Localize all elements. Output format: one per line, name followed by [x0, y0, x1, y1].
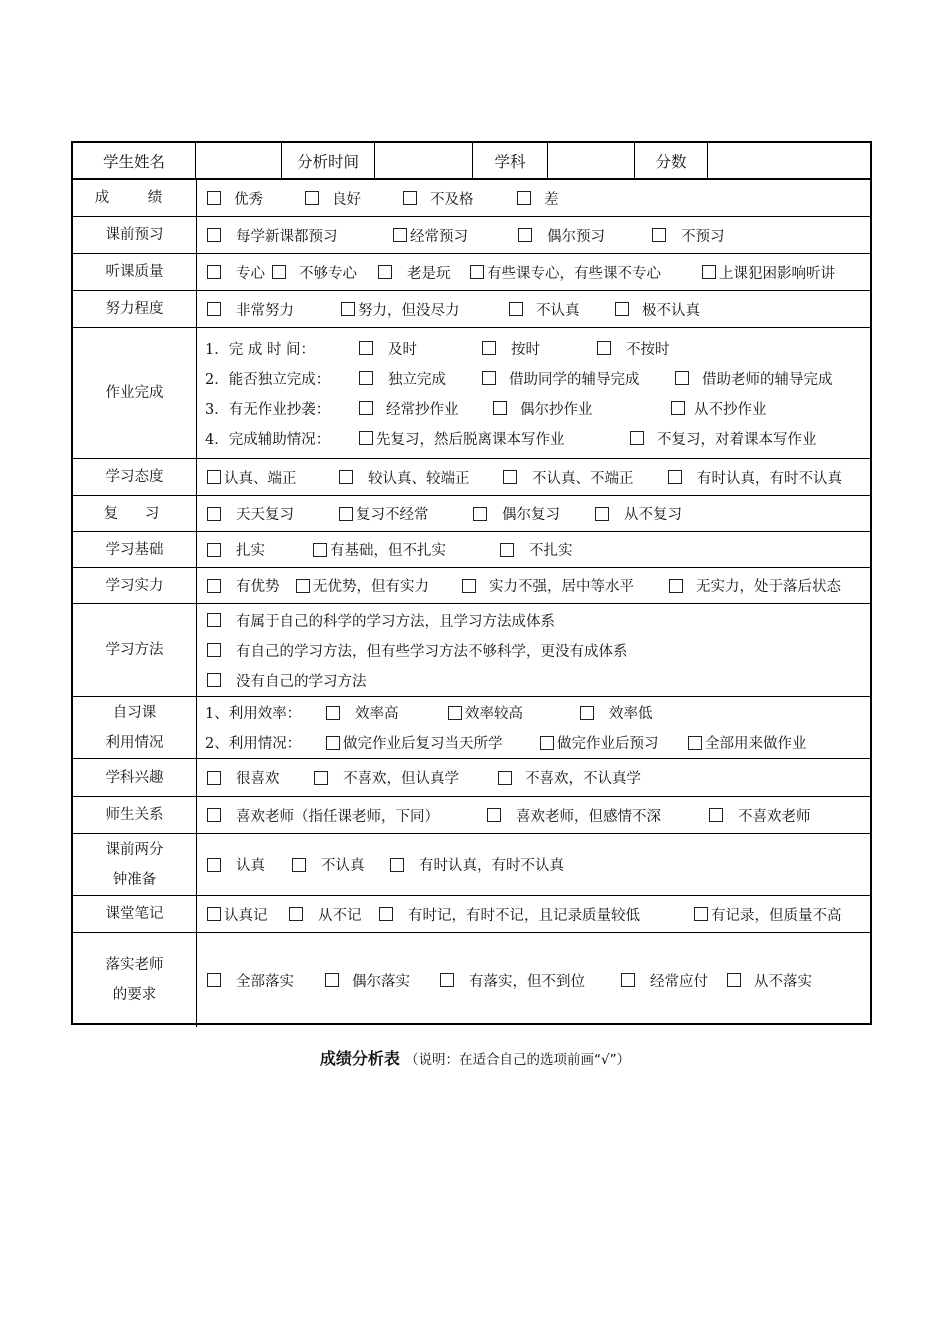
option-sometimes-serious[interactable]: 有时认真，有时不认真 [668, 462, 842, 492]
option-all-homework[interactable]: 全部用来做作业 [688, 728, 807, 758]
checkbox-icon[interactable] [595, 507, 609, 521]
checkbox-icon[interactable] [305, 191, 319, 205]
option-always-preview[interactable]: 每学新课都预习 [207, 220, 338, 250]
checkbox-icon[interactable] [207, 470, 221, 484]
option-not-focused[interactable]: 不够专心 [272, 257, 357, 287]
checkbox-icon[interactable] [341, 302, 355, 316]
student-name-field[interactable] [196, 143, 282, 178]
checkbox-icon[interactable] [597, 341, 611, 355]
row-label-line1: 自习课 [112, 704, 157, 721]
analysis-time-field[interactable] [375, 143, 473, 178]
checkbox-icon[interactable] [314, 771, 328, 785]
checkbox-icon[interactable] [378, 265, 392, 279]
checkbox-icon[interactable] [509, 302, 523, 316]
checkbox-icon[interactable] [292, 858, 306, 872]
option-always-playing[interactable]: 老是玩 [378, 257, 451, 287]
checkbox-icon[interactable] [339, 470, 353, 484]
checkbox-icon[interactable] [313, 543, 327, 557]
row-ability [73, 567, 870, 603]
row-review [73, 495, 870, 531]
option-partial-method[interactable]: 有自己的学习方法，但有些学习方法不够科学，更没有成体系 [207, 635, 628, 665]
checkbox-icon[interactable] [493, 401, 507, 415]
checkbox-icon[interactable] [727, 973, 741, 987]
option-on-time[interactable]: 及时 [359, 333, 417, 363]
row-label: 学习实力 [73, 568, 197, 603]
option-no-preview[interactable]: 不预习 [652, 220, 725, 250]
checkbox-icon[interactable] [207, 543, 221, 557]
subject-label: 学科 [473, 143, 548, 178]
row-label: 学科兴趣 [73, 759, 197, 796]
checkbox-icon[interactable] [325, 973, 339, 987]
checkbox-icon[interactable] [289, 907, 303, 921]
option-never-implemented[interactable]: 从不落实 [727, 965, 812, 995]
homework-line-time [197, 333, 870, 363]
row-teacher-requirements [73, 932, 870, 1027]
checkbox-icon[interactable] [272, 265, 286, 279]
checkbox-icon[interactable] [207, 507, 221, 521]
analysis-time-label: 分析时间 [282, 143, 375, 178]
option-excellent[interactable]: 优秀 [207, 183, 263, 213]
line-prefix: 1、利用效率： [205, 706, 302, 722]
row-notes [73, 895, 870, 932]
option-prep-sometimes[interactable]: 有时认真，有时不认真 [390, 850, 564, 880]
option-low-efficiency[interactable]: 效率低 [580, 698, 653, 728]
option-not-serious[interactable]: 不认真 [509, 294, 580, 324]
option-dislike-serious[interactable]: 不喜欢，但认真学 [314, 763, 459, 793]
checkbox-icon[interactable] [359, 371, 373, 385]
score-field[interactable] [708, 143, 870, 178]
checkbox-icon[interactable] [207, 858, 221, 872]
score-analysis-form [71, 141, 872, 1025]
row-label: 复 习 [103, 505, 166, 522]
checkbox-icon[interactable] [207, 228, 221, 242]
option-very-unserious[interactable]: 极不认真 [615, 294, 700, 324]
option-good[interactable]: 良好 [305, 183, 361, 213]
row-homework [73, 327, 870, 458]
checkbox-icon[interactable] [379, 907, 393, 921]
checkbox-icon[interactable] [207, 613, 221, 627]
checkbox-icon[interactable] [580, 706, 594, 720]
row-chengji [73, 178, 870, 216]
row-label: 师生关系 [73, 797, 197, 833]
form-caption [0, 1046, 950, 1069]
option-unserious[interactable]: 不认真、不端正 [503, 462, 634, 492]
checkbox-icon[interactable] [207, 265, 221, 279]
option-fairly-serious[interactable]: 较认真、较端正 [339, 462, 470, 492]
row-self-study [73, 696, 870, 758]
checkbox-icon[interactable] [652, 228, 666, 242]
checkbox-icon[interactable] [207, 973, 221, 987]
option-take-notes[interactable]: 认真记 [207, 899, 268, 929]
checkbox-icon[interactable] [694, 907, 708, 921]
option-systematic-method[interactable]: 有属于自己的科学的学习方法，且学习方法成体系 [207, 605, 555, 635]
score-label: 分数 [635, 143, 708, 178]
option-some-base[interactable]: 有基础，但不扎实 [313, 535, 446, 565]
row-label-line2: 利用情况 [105, 734, 164, 751]
option-review-first[interactable]: 先复习，然后脱离课本写作业 [359, 423, 565, 453]
option-like-very-much[interactable]: 很喜欢 [207, 763, 280, 793]
checkbox-icon[interactable] [518, 228, 532, 242]
row-foundation [73, 531, 870, 567]
option-like-teacher[interactable]: 喜欢老师（指任课老师，下同） [207, 800, 439, 830]
line-prefix: 4．完成辅助情况： [205, 431, 331, 448]
checkbox-icon[interactable] [498, 771, 512, 785]
checkbox-icon[interactable] [503, 470, 517, 484]
checkbox-icon[interactable] [359, 431, 373, 445]
option-prep-serious[interactable]: 认真 [207, 850, 265, 880]
checkbox-icon[interactable] [470, 265, 484, 279]
row-label: 努力程度 [73, 291, 197, 327]
option-sometimes-preview[interactable]: 偶尔预习 [518, 220, 605, 250]
checkbox-icon[interactable] [462, 579, 476, 593]
checkbox-icon[interactable] [669, 579, 683, 593]
option-partly-focused[interactable]: 有些课专心，有些课不专心 [470, 257, 661, 287]
row-two-minute-prep [73, 833, 870, 895]
option-no-review[interactable]: 不复习，对着课本写作业 [630, 423, 817, 453]
checkbox-icon[interactable] [630, 431, 644, 445]
option-independent[interactable]: 独立完成 [359, 363, 446, 393]
row-label: 学习方法 [73, 604, 197, 696]
row-label: 学习基础 [73, 532, 197, 567]
option-no-advantage[interactable]: 无优势，但有实力 [296, 571, 429, 601]
option-late[interactable]: 不按时 [597, 333, 670, 363]
row-listening [73, 253, 870, 290]
option-often-preview[interactable]: 经常预习 [393, 220, 468, 250]
checkbox-icon[interactable] [671, 401, 685, 415]
option-very-hard[interactable]: 非常努力 [207, 294, 294, 324]
option-notes-low-quality[interactable]: 有记录，但质量不高 [694, 899, 842, 929]
homework-line-aid [197, 423, 870, 453]
checkbox-icon[interactable] [207, 771, 221, 785]
option-average[interactable]: 实力不强，居中等水平 [462, 571, 634, 601]
option-not-solid[interactable]: 不扎实 [500, 535, 573, 565]
checkbox-icon[interactable] [448, 706, 462, 720]
checkbox-icon[interactable] [500, 543, 514, 557]
checkbox-icon[interactable] [403, 191, 417, 205]
row-label: 学习态度 [73, 459, 197, 495]
option-daily-review[interactable]: 天天复习 [207, 499, 294, 529]
checkbox-icon[interactable] [359, 401, 373, 415]
header-row [73, 143, 870, 178]
option-preview-after-homework[interactable]: 做完作业后预习 [540, 728, 659, 758]
checkbox-icon[interactable] [390, 858, 404, 872]
checkbox-icon[interactable] [702, 265, 716, 279]
option-serious[interactable]: 认真、端正 [207, 462, 297, 492]
option-perfunctory[interactable]: 经常应付 [621, 965, 708, 995]
checkbox-icon[interactable] [675, 371, 689, 385]
option-classmate-help[interactable]: 借助同学的辅导完成 [482, 363, 640, 393]
checkbox-icon[interactable] [393, 228, 407, 242]
line-prefix: 2．能否独立完成： [205, 371, 331, 388]
row-label-line1: 课前两分 [105, 841, 164, 858]
checkbox-icon[interactable] [207, 191, 221, 205]
option-high-efficiency[interactable]: 效率高 [326, 698, 399, 728]
option-solid[interactable]: 扎实 [207, 535, 265, 565]
checkbox-icon[interactable] [207, 643, 221, 657]
option-sometimes-notes[interactable]: 有时记，有时不记，且记录质量较低 [379, 899, 640, 929]
option-poor[interactable]: 差 [517, 183, 559, 213]
option-often-copy[interactable]: 经常抄作业 [359, 393, 459, 423]
checkbox-icon[interactable] [621, 973, 635, 987]
checkbox-icon[interactable] [326, 736, 340, 750]
row-label-line1: 落实老师 [105, 957, 164, 973]
checkbox-icon[interactable] [482, 341, 496, 355]
option-teacher-help[interactable]: 借助老师的辅导完成 [675, 363, 833, 393]
option-behind[interactable]: 无实力，处于落后状态 [669, 571, 841, 601]
line-prefix: 1．完 成 时 间： [205, 341, 316, 358]
option-focused[interactable]: 专心 [207, 257, 265, 287]
checkbox-icon[interactable] [482, 371, 496, 385]
line-prefix: 3．有无作业抄袭： [205, 401, 331, 418]
checkbox-icon[interactable] [688, 736, 702, 750]
row-label-line2: 的要求 [112, 987, 157, 1003]
option-sometimes-copy[interactable]: 偶尔抄作业 [493, 393, 593, 423]
option-dislike-teacher[interactable]: 不喜欢老师 [709, 800, 811, 830]
row-label: 成 绩 [94, 190, 175, 206]
subject-field[interactable] [548, 143, 635, 178]
checkbox-icon[interactable] [540, 736, 554, 750]
row-method [73, 603, 870, 696]
homework-line-copy [197, 393, 870, 423]
option-fully-implemented[interactable]: 全部落实 [207, 965, 294, 995]
checkbox-icon[interactable] [296, 579, 310, 593]
option-sometimes-review[interactable]: 偶尔复习 [473, 499, 560, 529]
option-never-review[interactable]: 从不复习 [595, 499, 682, 529]
checkbox-icon[interactable] [440, 973, 454, 987]
checkbox-icon[interactable] [207, 808, 221, 822]
option-fail[interactable]: 不及格 [403, 183, 474, 213]
caption-note: （说明：在适合自己的选项前画“√”） [405, 1052, 631, 1068]
checkbox-icon[interactable] [326, 706, 340, 720]
row-label: 听课质量 [73, 254, 197, 290]
checkbox-icon[interactable] [207, 302, 221, 316]
option-in-time[interactable]: 按时 [482, 333, 540, 363]
line-prefix: 2、利用情况： [205, 736, 302, 752]
option-sometimes-implemented[interactable]: 偶尔落实 [325, 965, 410, 995]
student-name-label: 学生姓名 [73, 143, 196, 178]
checkbox-icon[interactable] [207, 579, 221, 593]
option-like-not-deep[interactable]: 喜欢老师，但感情不深 [487, 800, 661, 830]
checkbox-icon[interactable] [517, 191, 531, 205]
checkbox-icon[interactable] [359, 341, 373, 355]
option-never-copy[interactable]: 从不抄作业 [671, 393, 767, 423]
row-relationship [73, 796, 870, 833]
option-partly-implemented[interactable]: 有落实，但不到位 [440, 965, 585, 995]
option-never-notes[interactable]: 从不记 [289, 899, 362, 929]
option-no-method[interactable]: 没有自己的学习方法 [207, 665, 367, 695]
row-label-line2: 钟准备 [112, 871, 157, 888]
checkbox-icon[interactable] [473, 507, 487, 521]
option-advantage[interactable]: 有优势 [207, 571, 280, 601]
option-hard-not-best[interactable]: 努力，但没尽力 [341, 294, 460, 324]
homework-line-independent [197, 363, 870, 393]
checkbox-icon[interactable] [487, 808, 501, 822]
row-preview [73, 216, 870, 253]
option-sleepy[interactable]: 上课犯困影响听讲 [702, 257, 835, 287]
checkbox-icon[interactable] [339, 507, 353, 521]
checkbox-icon[interactable] [615, 302, 629, 316]
row-interest [73, 758, 870, 796]
row-label: 课堂笔记 [73, 896, 197, 932]
checkbox-icon[interactable] [668, 470, 682, 484]
option-dislike-unserious[interactable]: 不喜欢，不认真学 [498, 763, 641, 793]
option-irregular-review[interactable]: 复习不经常 [339, 499, 429, 529]
row-attitude [73, 458, 870, 495]
option-review-after-homework[interactable]: 做完作业后复习当天所学 [326, 728, 503, 758]
checkbox-icon[interactable] [709, 808, 723, 822]
caption-title: 成绩分析表 [319, 1049, 400, 1068]
row-label: 课前预习 [73, 217, 197, 253]
option-fair-efficiency[interactable]: 效率较高 [448, 698, 523, 728]
checkbox-icon[interactable] [207, 673, 221, 687]
checkbox-icon[interactable] [207, 907, 221, 921]
row-effort [73, 290, 870, 327]
option-prep-unserious[interactable]: 不认真 [292, 850, 365, 880]
row-label: 作业完成 [73, 328, 197, 458]
